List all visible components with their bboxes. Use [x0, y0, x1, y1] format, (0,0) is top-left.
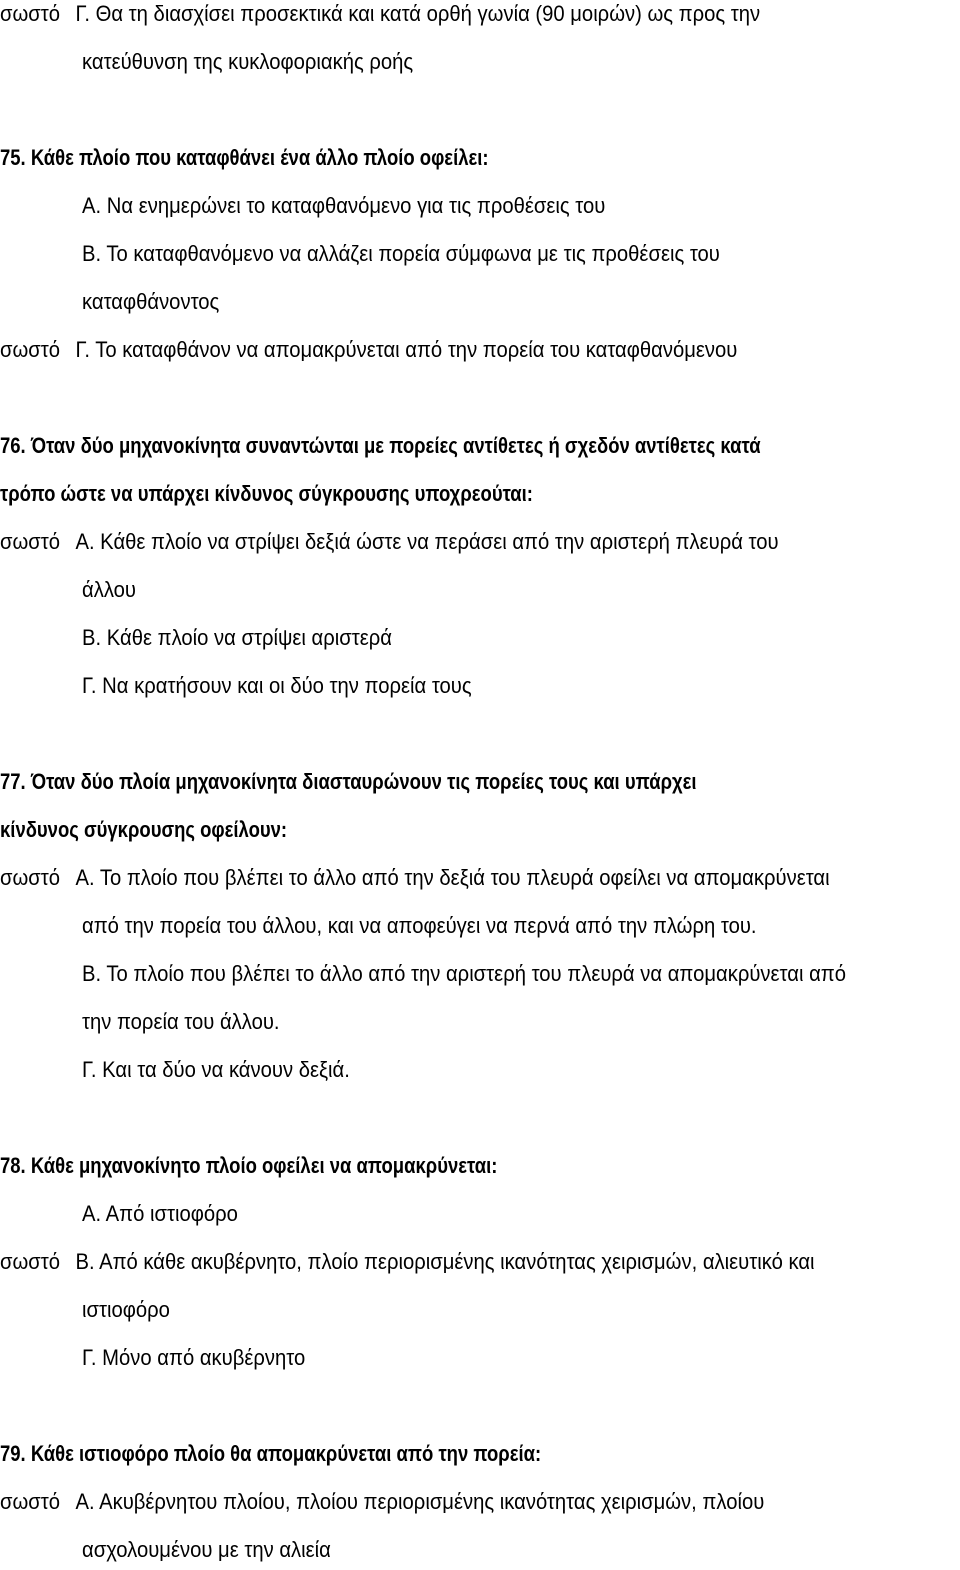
answer-line — [0, 1482, 764, 1522]
option-text: Β. Το πλοίο που βλέπει το άλλο από την αριστερή του πλευρά να απομακρύνεται από — [82, 961, 847, 986]
option-continuation: ασχολουμένου με την αλιεία — [82, 1537, 331, 1562]
option-text: Γ. Το καταφθάνον να απομακρύνεται από την πορεία του καταφθανόμενου — [75, 337, 738, 362]
correct-marker: σωστό — [0, 1249, 61, 1274]
option-text: Α. Να ενημερώνει το καταφθανόμενο για τις προθέσεις του — [82, 193, 606, 218]
answer-line — [0, 858, 830, 898]
answer-line — [0, 330, 737, 370]
question-text: 76. Όταν δύο μηχανοκίνητα συναντώνται με πορείες αντίθετες ή σχεδόν αντίθετες κατά — [0, 433, 761, 458]
correct-marker: σωστό — [0, 529, 61, 554]
correct-marker: σωστό — [0, 1489, 61, 1514]
option-text: Γ. Και τα δύο να κάνουν δεξιά. — [82, 1057, 350, 1082]
option-text: Γ. Θα τη διασχίσει προσεκτικά και κατά ορθή γωνία (90 μοιρών) ως προς την — [75, 1, 761, 26]
question-text: 77. Όταν δύο πλοία μηχανοκίνητα διασταυρώνουν τις πορείες τους και υπάρχει — [0, 769, 697, 794]
option-text: Γ. Μόνο από ακυβέρνητο — [82, 1345, 306, 1370]
question-text: κίνδυνος σύγκρουσης οφείλουν: — [0, 817, 288, 842]
correct-marker: σωστό — [0, 337, 61, 362]
option-text: Γ. Να κρατήσουν και οι δύο την πορεία τους — [82, 673, 472, 698]
option-continuation: κατεύθυνση της κυκλοφοριακής ροής — [82, 49, 414, 74]
option-continuation: καταφθάνοντος — [82, 289, 220, 314]
question-text: 78. Κάθε μηχανοκίνητο πλοίο οφείλει να απομακρύνεται: — [0, 1153, 498, 1178]
question-text: 75. Κάθε πλοίο που καταφθάνει ένα άλλο πλοίο οφείλει: — [0, 145, 489, 170]
question-text: 79. Κάθε ιστιοφόρο πλοίο θα απομακρύνεται από την πορεία: — [0, 1441, 542, 1466]
option-text: Α. Ακυβέρνητου πλοίου, πλοίου περιορισμένης ικανότητας χειρισμών, πλοίου — [75, 1489, 765, 1514]
answer-line — [0, 1242, 815, 1282]
option-text: Β. Κάθε πλοίο να στρίψει αριστερά — [82, 625, 392, 650]
correct-marker: σωστό — [0, 1, 61, 26]
answer-line — [0, 522, 779, 562]
option-continuation: από την πορεία του άλλου, και να αποφεύγει να περνά από την πλώρη του. — [82, 913, 757, 938]
answer-line — [0, 0, 760, 34]
question-text: τρόπο ώστε να υπάρχει κίνδυνος σύγκρουσης υποχρεούται: — [0, 481, 533, 506]
option-text: Α. Από ιστιοφόρο — [82, 1201, 238, 1226]
option-continuation: την πορεία του άλλου. — [82, 1009, 280, 1034]
option-text: Α. Κάθε πλοίο να στρίψει δεξιά ώστε να περάσει από την αριστερή πλευρά του — [75, 529, 779, 554]
option-text: Β. Από κάθε ακυβέρνητο, πλοίο περιορισμένης ικανότητας χειρισμών, αλιευτικό και — [75, 1249, 815, 1274]
option-text: Α. Το πλοίο που βλέπει το άλλο από την δεξιά του πλευρά οφείλει να απομακρύνεται — [75, 865, 830, 890]
correct-marker: σωστό — [0, 865, 61, 890]
option-continuation: ιστιοφόρο — [82, 1297, 170, 1322]
option-continuation: άλλου — [82, 577, 136, 602]
option-text: Β. Το καταφθανόμενο να αλλάζει πορεία σύμφωνα με τις προθέσεις του — [82, 241, 720, 266]
